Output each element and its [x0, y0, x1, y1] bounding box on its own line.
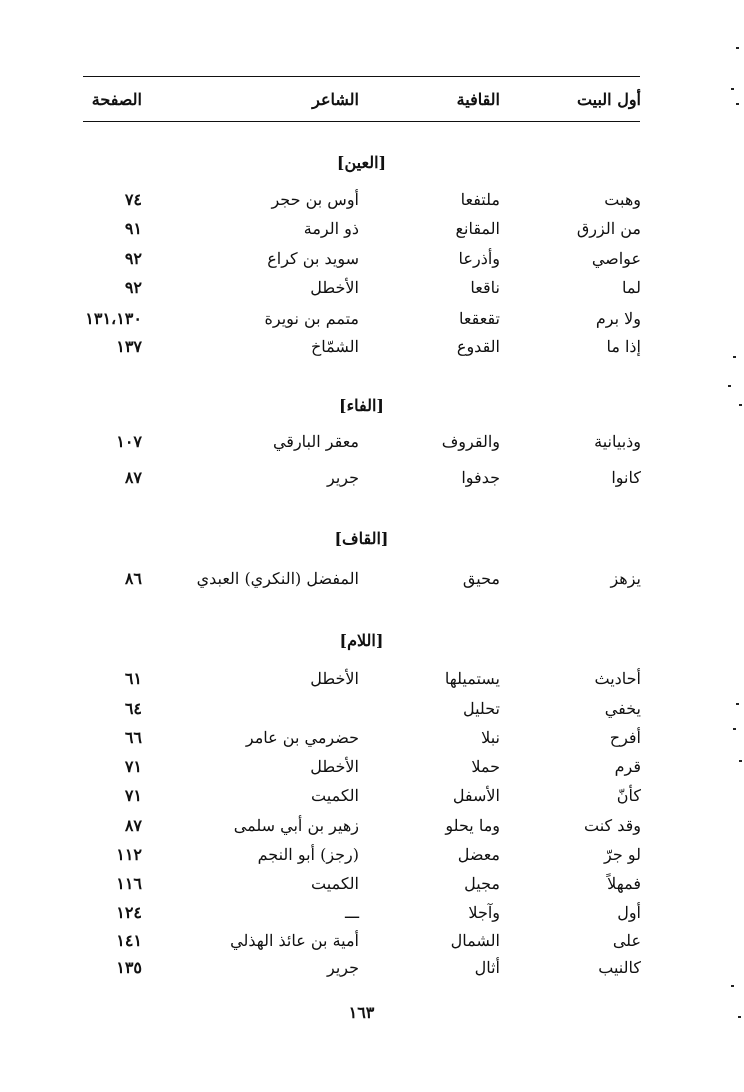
first-words: يزهز — [610, 569, 641, 588]
poet-name: المفضل (النكري) العبدي — [196, 569, 359, 588]
section-title-qaf: [القاف] — [334, 529, 389, 548]
page-number: ١٤١ — [116, 931, 142, 950]
rhyme-word: وأذرعا — [458, 249, 500, 268]
first-words: إذا ما — [606, 337, 641, 356]
poet-name: زهير بن أبي سلمى — [233, 816, 359, 835]
poet-name: جرير — [327, 958, 359, 977]
page-number: ٧٤ — [124, 190, 142, 209]
page-number: ١٢٤ — [116, 903, 142, 922]
page-number: ٧١ — [124, 786, 142, 805]
scan-speck — [736, 103, 739, 105]
page-number: ١٠٧ — [116, 432, 142, 451]
poet-name: جرير — [327, 468, 359, 487]
poet-name: ذو الرمة — [303, 219, 359, 238]
page-number: ١٣٥ — [116, 958, 142, 977]
first-words: قرم — [614, 757, 641, 776]
section-title-fa: [الفاء] — [339, 396, 384, 415]
first-words: لما — [622, 278, 641, 297]
scan-speck — [739, 760, 742, 762]
section-title-ain: [العين] — [336, 153, 387, 172]
first-words: وقد كنت — [583, 816, 641, 835]
rhyme-word: جدفوا — [461, 468, 500, 487]
rhyme-word: الشمال — [450, 931, 500, 950]
first-words: يخفي — [604, 699, 641, 718]
first-words: وذبيانية — [594, 432, 641, 451]
rhyme-word: تقعقعا — [459, 309, 500, 328]
rhyme-word: تحليل — [462, 699, 500, 718]
scan-speck — [728, 385, 731, 387]
rhyme-word: أثال — [474, 958, 500, 977]
first-words: على — [612, 931, 641, 950]
rhyme-word: المقانع — [455, 219, 500, 238]
page-number: ١٣١،١٣٠ — [85, 309, 142, 328]
scan-speck — [738, 1016, 741, 1018]
rhyme-word: نبلا — [481, 728, 500, 747]
rhyme-word: القدوع — [456, 337, 500, 356]
page-number: ٦٦ — [124, 728, 142, 747]
rhyme-word: حملا — [471, 757, 500, 776]
rhyme-word: وما يحلو — [445, 816, 500, 835]
first-words: فمهلاً — [607, 874, 641, 893]
scan-speck — [731, 88, 734, 90]
page-number: ١١٢ — [116, 845, 142, 864]
poet-name: الشمّاخ — [310, 337, 359, 356]
first-words: لو جرّ — [604, 845, 641, 864]
first-words: كانوا — [611, 468, 641, 487]
header-first-of-verse: أول البيت — [576, 90, 641, 109]
poet-name: الأخطل — [310, 669, 359, 688]
first-words: أفرح — [609, 728, 641, 747]
page-folio: ١٦٣ — [348, 1003, 375, 1022]
section-title-lam: [اللام] — [339, 631, 384, 650]
page-number: ٨٧ — [124, 468, 142, 487]
poet-name: سويد بن كراع — [267, 249, 359, 268]
poet-name: الأخطل — [310, 757, 359, 776]
scan-speck — [739, 404, 742, 406]
rhyme-word: يستميلها — [444, 669, 500, 688]
page-number: ١١٦ — [116, 874, 142, 893]
poet-name: (رجز) أبو النجم — [257, 845, 359, 864]
poet-name: الكميت — [311, 786, 359, 805]
rhyme-word: محيق — [462, 569, 500, 588]
rhyme-word: الأسفل — [452, 786, 500, 805]
header-rhyme: القافية — [456, 90, 500, 109]
top-rule — [83, 76, 640, 77]
rhyme-word: ملتفعا — [460, 190, 500, 209]
page-number: ٧١ — [124, 757, 142, 776]
first-words: من الزرق — [576, 219, 641, 238]
page-number: ٦٤ — [124, 699, 142, 718]
poet-name: أمية بن عائذ الهذلي — [230, 931, 359, 950]
page-number: ٨٦ — [124, 569, 142, 588]
page-number: ١٣٧ — [116, 337, 142, 356]
first-words: كأنّ — [616, 786, 641, 805]
scan-speck — [736, 47, 739, 49]
poet-name: متمم بن نويرة — [264, 309, 359, 328]
rhyme-word: مجيل — [464, 874, 500, 893]
scan-speck — [733, 728, 736, 730]
page-number: ٩٢ — [124, 278, 142, 297]
header-rule — [83, 121, 640, 122]
poet-name: معقر البارقي — [272, 432, 359, 451]
first-words: ولا برم — [595, 309, 641, 328]
first-words: أول — [617, 903, 641, 922]
poet-name: أوس بن حجر — [271, 190, 359, 209]
header-poet: الشاعر — [312, 90, 359, 109]
first-words: عواصي — [591, 249, 641, 268]
rhyme-word: وآجلا — [468, 903, 500, 922]
rhyme-word: معضل — [457, 845, 500, 864]
first-words: أحاديث — [594, 669, 641, 688]
first-words: كالنيب — [598, 958, 641, 977]
scan-speck — [733, 356, 736, 358]
poet-name: حضرمي بن عامر — [245, 728, 359, 747]
page-number: ٨٧ — [124, 816, 142, 835]
page-number: ٩٢ — [124, 249, 142, 268]
rhyme-word: والقروف — [441, 432, 500, 451]
poet-name: الأخطل — [310, 278, 359, 297]
scan-speck — [731, 985, 734, 987]
poet-name: ـــ — [344, 903, 359, 922]
rhyme-word: ناقعا — [470, 278, 500, 297]
poet-name: الكميت — [311, 874, 359, 893]
first-words: وهبت — [604, 190, 641, 209]
page-number: ٦١ — [124, 669, 142, 688]
header-page: الصفحة — [91, 90, 142, 109]
page-number: ٩١ — [124, 219, 142, 238]
scan-speck — [736, 703, 739, 705]
